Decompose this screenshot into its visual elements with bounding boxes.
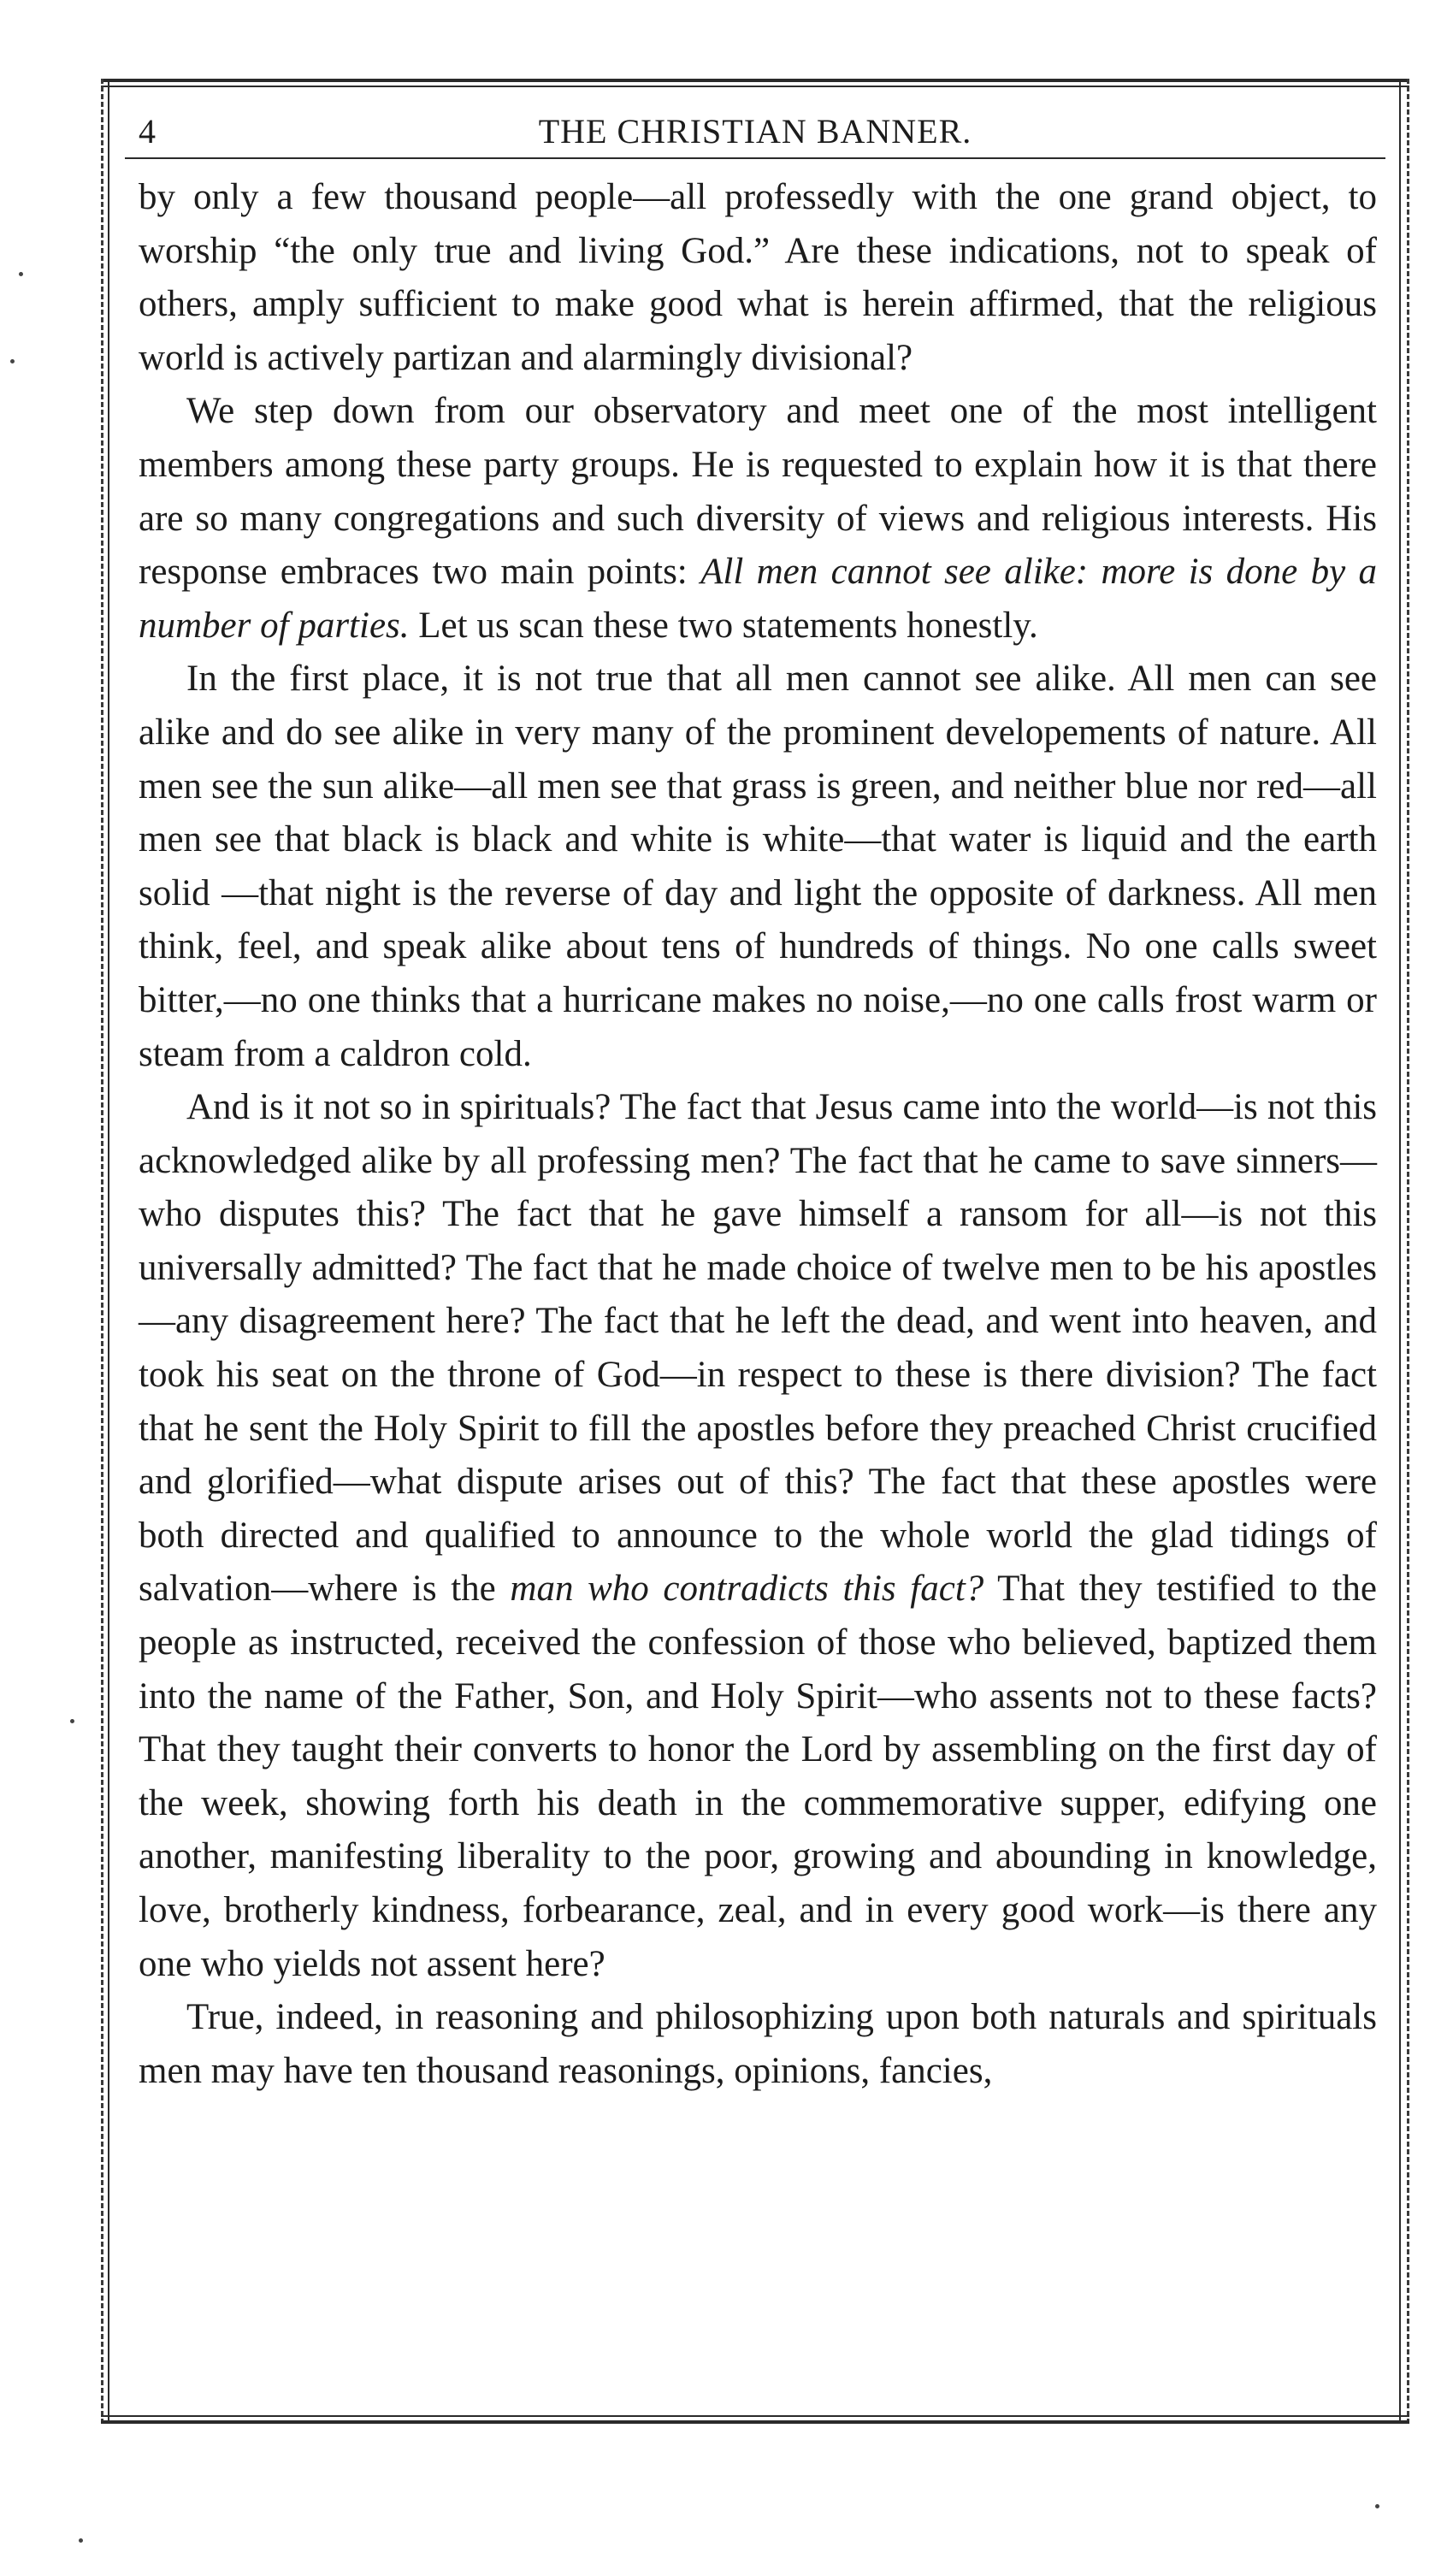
- print-speck: [70, 1719, 74, 1723]
- right-border-rule: [1399, 79, 1409, 2424]
- paragraph-text: And is it not so in spirituals? The fact that Jesus came into the world—is not this acknowledged alike by all professing men? The fact that he came to save sinners—who disputes this? The fact that he gave himself a ransom for all—is not this universally admitted? The fact that he made choice of twelve men to be his apostles—any disagreement here? The fact that he left the dead, and went into heaven, and took his seat on the throne of God—in respect to these is there division? The fact that he sent the Holy Spirit to fill the apostles before they preached Christ crucified and glorified—what dispute arises out of this? The fact that these apostles were both directed and qualified to announce to the whole world the glad tidings of salvation—where is the: [139, 1087, 1377, 1610]
- italic-phrase: man who contradicts this fact?: [510, 1569, 984, 1610]
- header-rule: [125, 157, 1385, 159]
- paragraph-5: [139, 1991, 1377, 2098]
- paragraph-text: That they testified to the people as instructed, received the confession of those who believed, baptized them into the name of the Father, Son, and Holy Spirit—who assents not to these facts? That they taught their converts to honor the Lord by assembling on the first day of the week, showing forth his death in the commemorative supper, edifying one another, manifesting liberality to the poor, growing and abounding in knowledge, love, brotherly kindness, forbearance, zeal, and in every good work—is there any one who yields not assent here?: [139, 1569, 1377, 1984]
- paragraph-text: Let us scan these two statements honestly.: [409, 605, 1038, 646]
- paragraph-text: In the first place, it is not true that all men cannot see alike. All men can see alike and do see alike in very many of the prominent developements of nature. All men see the sun alike—all men see that grass is green, and neither blue nor red—all men see that black is black and white is white—that water is liquid and the earth solid —that night is the reverse of day and light the opposite of darkness. All men think, feel, and speak alike about tens of hundreds of things. No one calls sweet bitter,—no one thinks that a hurricane makes no noise,—no one calls frost warm or steam from a caldron cold.: [139, 659, 1377, 1074]
- print-speck: [10, 359, 15, 363]
- paragraph-3: [139, 653, 1377, 1081]
- running-title: THE CHRISTIAN BANNER.: [538, 112, 972, 151]
- body-text: [139, 171, 1377, 2098]
- print-speck: [1375, 2504, 1379, 2508]
- paragraph-text: by only a few thousand people—all professedly with the one grand object, to worship “the only true and living God.” Are these indications, not to speak of others, amply sufficient to make good what is herein affirmed, that the religious world is actively partizan and alarmingly divisional?: [139, 177, 1377, 378]
- italic-phrase: All men cannot see alike: more is done by a number of parties.: [139, 552, 1378, 646]
- left-border-rule: [101, 79, 109, 2424]
- paragraph-text: We step down from our observatory and meet one of the most intelligent members among these party groups. He is requested to explain how it is that there are so many congregations and such diversity of views and religious interests. His response embraces two main points:: [139, 391, 1377, 593]
- bottom-border-rule: [101, 2415, 1409, 2424]
- print-speck: [19, 272, 23, 276]
- page-number: 4: [139, 112, 157, 151]
- paragraph-2: [139, 385, 1377, 653]
- top-border-rule: [101, 79, 1409, 87]
- paragraph-text: True, indeed, in reasoning and philosophizing upon both naturals and spirituals men may have ten thousand reasonings, opinions, fancies,: [139, 1997, 1377, 2091]
- print-speck: [79, 2538, 83, 2543]
- book-page: [101, 79, 1409, 2424]
- paragraph-1: [139, 171, 1377, 385]
- paragraph-4: [139, 1081, 1377, 1991]
- running-head: [125, 104, 1385, 156]
